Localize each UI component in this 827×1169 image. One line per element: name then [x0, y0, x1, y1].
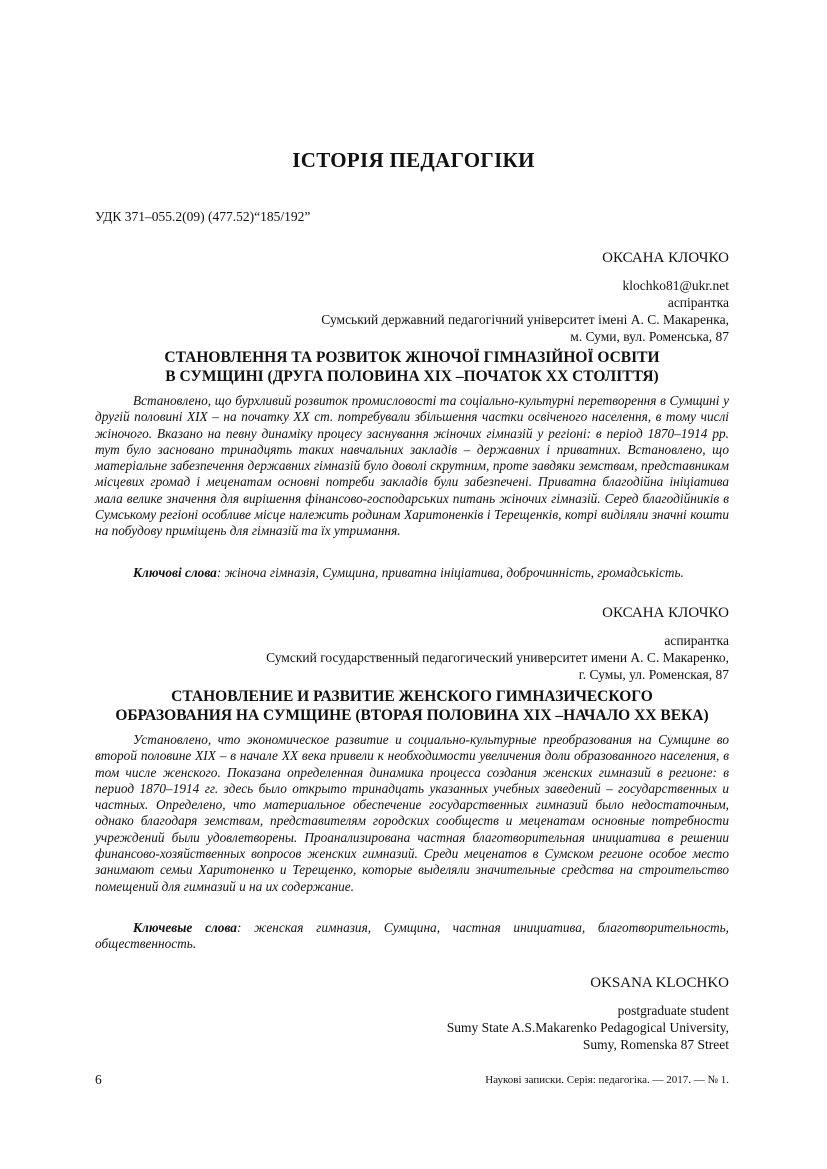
title-line-1: СТАНОВЛЕНИЕ И РАЗВИТИЕ ЖЕНСКОГО ГИМНАЗИЧЕСКОГО	[171, 688, 653, 705]
author-affiliation-en: Sumy State A.S.Makarenko Pedagogical University,	[446, 1020, 729, 1035]
author-email: klochko81@ukr.net	[622, 278, 729, 293]
abstract-ua: Встановлено, що бурхливий розвиток промисловості та соціально-культурні перетворення в Сумщині у другій половині XIX – на початку XX ст. потребували збільшення частки освіченого населення, в тому числі жіночого. Вказано на певну динаміку процесу заснування жіночих гімназій у регіоні: в період 1870–1914 рр. тут було засновано тринадцять таких навчальних закладів – державних і приватних. Встановлено, що матеріальне забезпечення державних гімназій було доволі скрутним, проте завдяки земствам, представникам місцевих громад і меценатам основні потреби закладів були забезпечені. Приватна благодійна ініціатива мала велике значення для вирішення фінансово-господарських питань жіночих гімназій. Серед благодійників в Сумському регіоні особливе місце належить родинам Харитоненків і Терещенків, котрі виділяли значні кошти на побудову приміщень для гімназій та їх утримання.	[95, 393, 729, 539]
journal-footer: Наукові записки. Серія: педагогіка. — 2017. — № 1.	[485, 1074, 729, 1086]
article-title-ru	[95, 687, 729, 725]
title-line-2: ОБРАЗОВАНИЯ НА СУМЩИНЕ (ВТОРАЯ ПОЛОВИНА XIX –НАЧАЛО XX ВЕКА)	[115, 707, 709, 724]
keywords-ua	[95, 565, 729, 581]
author-position-en: postgraduate student	[617, 1003, 729, 1018]
author-details-ru	[266, 632, 729, 683]
title-line-2: В СУМЩИНІ (ДРУГА ПОЛОВИНА XIX –ПОЧАТОК XX СТОЛІТТЯ)	[165, 368, 659, 385]
keywords-label-ru: Ключевые слова	[133, 920, 237, 935]
author-position-ua: аспірантка	[667, 295, 729, 310]
udk-code: УДК 371–055.2(09) (477.52)“185/192”	[95, 209, 311, 224]
author-address-ua: м. Суми, вул. Роменська, 87	[570, 329, 729, 344]
page-number: 6	[95, 1072, 102, 1087]
author-address-ru: г. Сумы, ул. Роменская, 87	[578, 667, 729, 682]
author-position-ru: аспирантка	[664, 633, 729, 648]
author-details-ua	[321, 277, 729, 345]
author-name-ua: ОКСАНА КЛОЧКО	[602, 250, 729, 266]
author-name-en: OKSANA KLOCHKO	[590, 975, 729, 991]
author-affiliation-ua: Сумський державний педагогічний університет імені А. С. Макаренка,	[321, 312, 729, 327]
title-line-1: СТАНОВЛЕННЯ ТА РОЗВИТОК ЖІНОЧОЇ ГІМНАЗІЙНОЇ ОСВІТИ	[164, 349, 660, 366]
author-address-en: Sumy, Romenska 87 Street	[582, 1037, 729, 1052]
author-affiliation-ru: Сумский государственный педагогический университет имени А. С. Макаренко,	[266, 650, 729, 665]
keywords-list-ua: : жіноча гімназія, Сумщина, приватна ініціатива, доброчинність, громадськість.	[216, 565, 684, 580]
abstract-ru: Установлено, что экономическое развитие и социально-культурные преобразования на Сумщине во второй половине XIX – в начале XX века привели к необходимости увеличения доли образованного населения, в том числе женского. Показана определенная динамика процесса создания женских гимназий в регионе: в период 1870–1914 гг. здесь было открыто тринадцать указанных учебных заведений – государственных и частных. Определено, что материальное обеспечение государственных гимназий было недостаточным, однако благодаря земствам, представителям городских сообществ и меценатам основные потребности учреждений были удовлетворены. Проанализирована частная благотворительная инициатива в решении финансово-хозяйственных вопросов женских гимназий. Среди меценатов в Сумском регионе особое место занимают семьи Харитоненко и Терещенко, которые выделяли значительные средства на строительство помещений для гимназий и на их содержание.	[95, 732, 729, 894]
section-title: ІСТОРІЯ ПЕДАГОГІКИ	[292, 148, 535, 172]
article-title-ua	[95, 348, 729, 386]
keywords-list-ru: : женская гимназия, Сумщина, частная инициатива, благотворительность, общественность.	[95, 920, 730, 952]
keywords-label-ua: Ключові слова	[133, 565, 217, 580]
author-name-ru: ОКСАНА КЛОЧКО	[602, 605, 729, 621]
author-details-en	[447, 1002, 729, 1053]
keywords-ru	[95, 920, 729, 953]
